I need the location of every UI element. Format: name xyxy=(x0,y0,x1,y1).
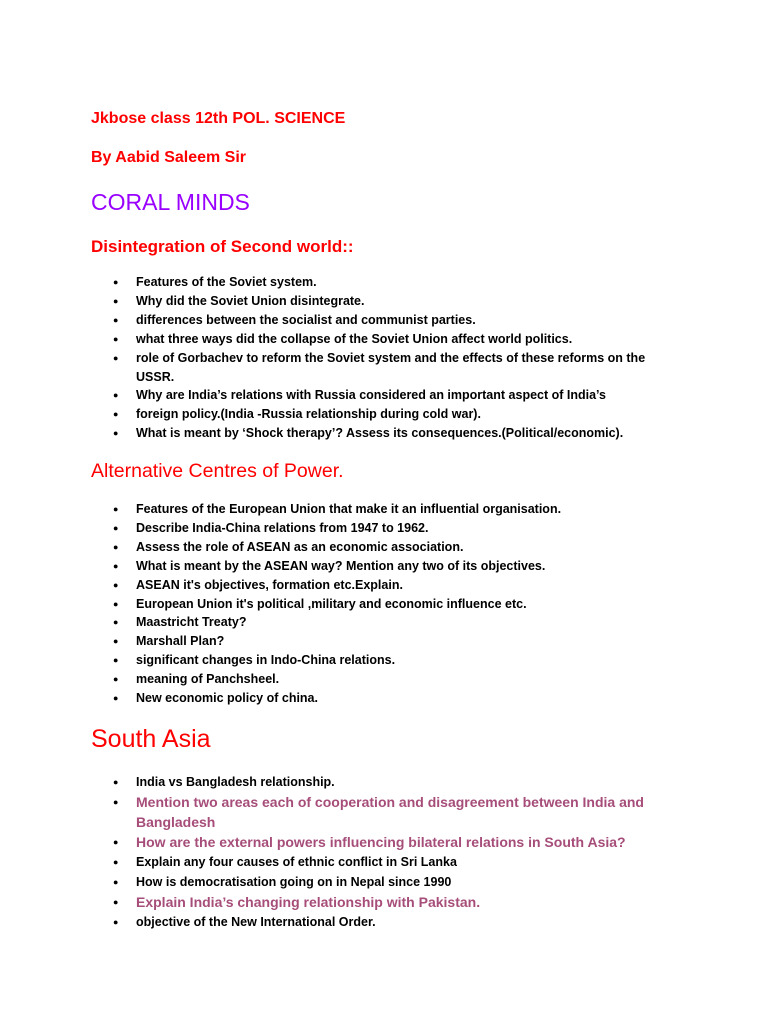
course-title: Jkbose class 12th POL. SCIENCE xyxy=(91,110,346,127)
section-heading-alternative-centres: Alternative Centres of Power. xyxy=(91,460,344,482)
list-item-highlighted: ● Explain India’s changing relationship with Pakistan. xyxy=(113,892,683,912)
list-item: ● How is democratisation going on in Nepal since 1990 xyxy=(113,872,683,892)
topic-list-second-world xyxy=(113,273,683,443)
list-item: ● Assess the role of ASEAN as an economic association. xyxy=(113,538,683,557)
list-item: ● ASEAN it's objectives, formation etc.Explain. xyxy=(113,576,683,595)
list-item-highlighted: ● Mention two areas each of cooperation and disagreement between India and Bangladesh xyxy=(113,792,683,832)
list-item: ● What is meant by ‘Shock therapy’? Assess its consequences.(Political/economic). xyxy=(113,424,683,443)
list-item: ● Explain any four causes of ethnic conflict in Sri Lanka xyxy=(113,852,683,872)
list-item: ● New economic policy of china. xyxy=(113,689,683,708)
list-item: ● differences between the socialist and communist parties. xyxy=(113,311,683,330)
list-item-highlighted: ● How are the external powers influencing bilateral relations in South Asia? xyxy=(113,832,683,852)
list-item: ● Features of the Soviet system. xyxy=(113,273,683,292)
list-item: ● Describe India-China relations from 1947 to 1962. xyxy=(113,519,683,538)
list-item: ● role of Gorbachev to reform the Soviet system and the effects of these reforms on the USSR. xyxy=(113,349,683,387)
list-item: ● Maastricht Treaty? xyxy=(113,613,683,632)
list-item: ● Marshall Plan? xyxy=(113,632,683,651)
list-item: ● objective of the New International Order. xyxy=(113,912,683,932)
topic-list-south-asia xyxy=(113,772,683,932)
list-item: ● Features of the European Union that make it an influential organisation. xyxy=(113,500,683,519)
brand-heading: CORAL MINDS xyxy=(91,189,250,215)
list-item: ● meaning of Panchsheel. xyxy=(113,670,683,689)
list-item: ● what three ways did the collapse of the Soviet Union affect world politics. xyxy=(113,330,683,349)
author-line: By Aabid Saleem Sir xyxy=(91,149,247,166)
list-item: ● Why are India’s relations with Russia considered an important aspect of India’s xyxy=(113,386,683,405)
section-heading-second-world: Disintegration of Second world:: xyxy=(91,237,354,256)
list-item: ● European Union it's political ,military and economic influence etc. xyxy=(113,595,683,614)
list-item: ● What is meant by the ASEAN way? Mention any two of its objectives. xyxy=(113,557,683,576)
section-heading-south-asia: South Asia xyxy=(91,725,211,753)
list-item: ● India vs Bangladesh relationship. xyxy=(113,772,683,792)
list-item: ● foreign policy.(India -Russia relationship during cold war). xyxy=(113,405,683,424)
topic-list-alternative-centres xyxy=(113,500,683,708)
list-item: ● significant changes in Indo-China relations. xyxy=(113,651,683,670)
list-item: ● Why did the Soviet Union disintegrate. xyxy=(113,292,683,311)
